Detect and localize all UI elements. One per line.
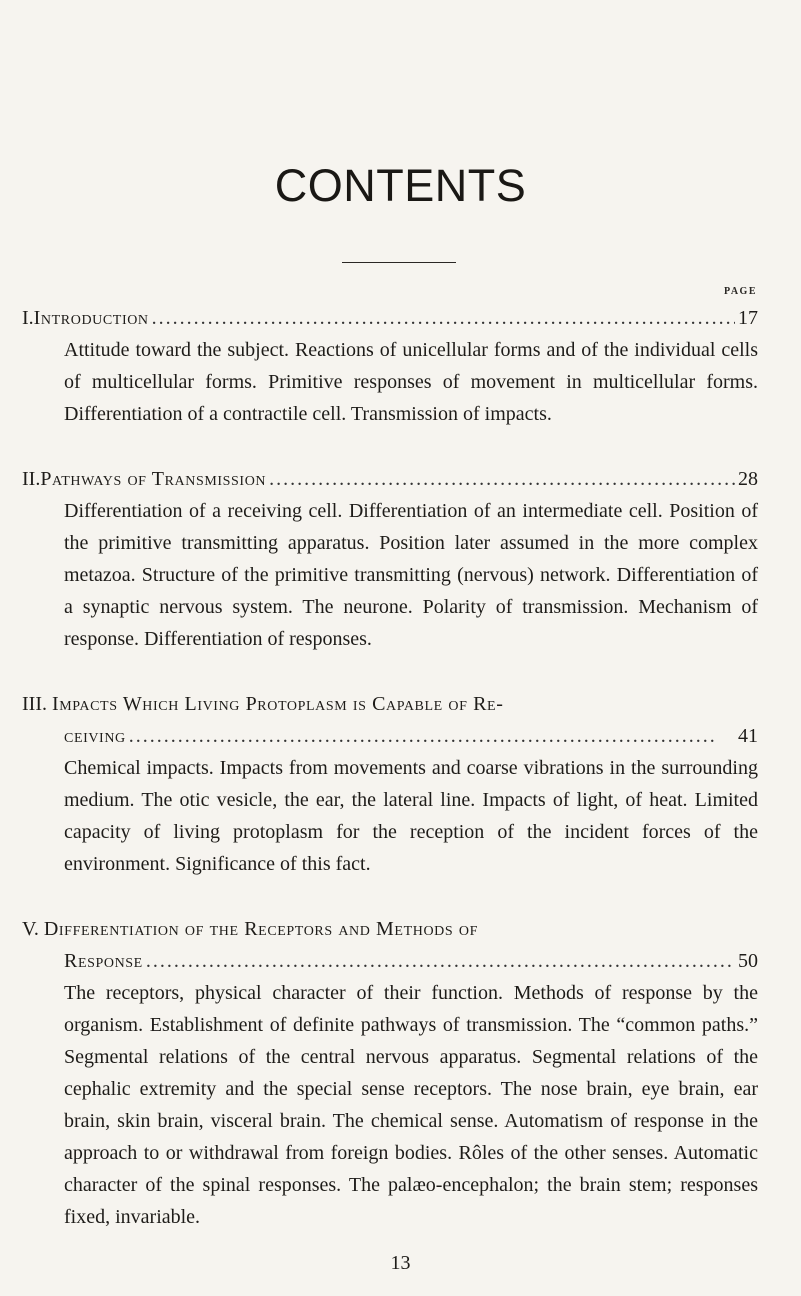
page-column-label: PAGE — [723, 286, 757, 297]
entry-heading-continuation — [0, 720, 801, 752]
entry-number: III. — [22, 693, 47, 715]
entry-heading-line — [0, 913, 801, 945]
entry-description: Differentiation of a receiving cell. Differentiation of an intermediate cell. Position of the primitive transmitting apparatus. Position later assumed in the more complex metazoa. Structure of the primitive transmitting (nervous) network. Differentiation of a synaptic nervous system. The neurone. Polarity of transmission. Mechanism of response. Differentiation of responses. — [64, 500, 758, 650]
page-title: CONTENTS — [274, 160, 527, 211]
entry-number: I. — [22, 307, 34, 329]
entry-page-number: 50 — [738, 950, 758, 972]
dot-leader — [129, 720, 735, 752]
contents-list — [0, 302, 801, 1266]
entry-heading-line — [0, 463, 801, 495]
title-rule — [342, 262, 456, 263]
dot-leader — [269, 463, 735, 495]
entry-page-number: 28 — [738, 468, 758, 490]
page-folio: 13 — [390, 1252, 411, 1274]
entry-heading: Impacts Which Living Protoplasm is Capable of Re- — [51, 693, 504, 715]
entry-page-number: 41 — [738, 725, 758, 747]
entry-heading: Response — [64, 950, 143, 972]
entry-heading-line — [0, 302, 801, 334]
entry-page-number: 17 — [738, 307, 758, 329]
contents-entry — [0, 463, 801, 655]
entry-heading: Introduction — [33, 307, 149, 329]
contents-entry — [0, 302, 801, 430]
entry-number: II. — [22, 468, 41, 490]
entry-description: The receptors, physical character of their function. Methods of response by the organism. Establishment of definite pathways of transmission. The “common paths.” Segmental relations of the central nervous apparatus. Segmental relations of the cephalic extremity and the special sense receptors. The nose brain, eye brain, ear brain, skin brain, visceral brain. The chemical sense. Automatism of response in the approach to or withdrawal from foreign bodies. Rôles of the other senses. Automatic character of the spinal responses. The palæo-encephalon; the brain stem; responses fixed, invariable. — [64, 982, 758, 1228]
contents-entry — [0, 913, 801, 1233]
entry-heading-continuation — [0, 945, 801, 977]
entry-heading-line — [0, 688, 801, 720]
entry-heading: ceiving — [64, 725, 126, 747]
dot-leader — [152, 302, 735, 334]
contents-entry — [0, 688, 801, 880]
entry-heading: Differentiation of the Receptors and Methods of — [43, 918, 478, 940]
entry-description: Attitude toward the subject. Reactions of unicellular forms and of the individual cells of multicellular forms. Primitive responses of movement in multicellular forms. Differentiation of a contractile cell. Transmission of impacts. — [64, 339, 758, 425]
dot-leader — [146, 945, 735, 977]
entry-description: Chemical impacts. Impacts from movements and coarse vibrations in the surrounding medium. The otic vesicle, the ear, the lateral line. Impacts of light, of heat. Limited capacity of living protoplasm for the reception of the incident forces of the environment. Significance of this fact. — [64, 757, 758, 875]
entry-heading: Pathways of Transmission — [40, 468, 267, 490]
entry-number: V. — [22, 918, 39, 940]
